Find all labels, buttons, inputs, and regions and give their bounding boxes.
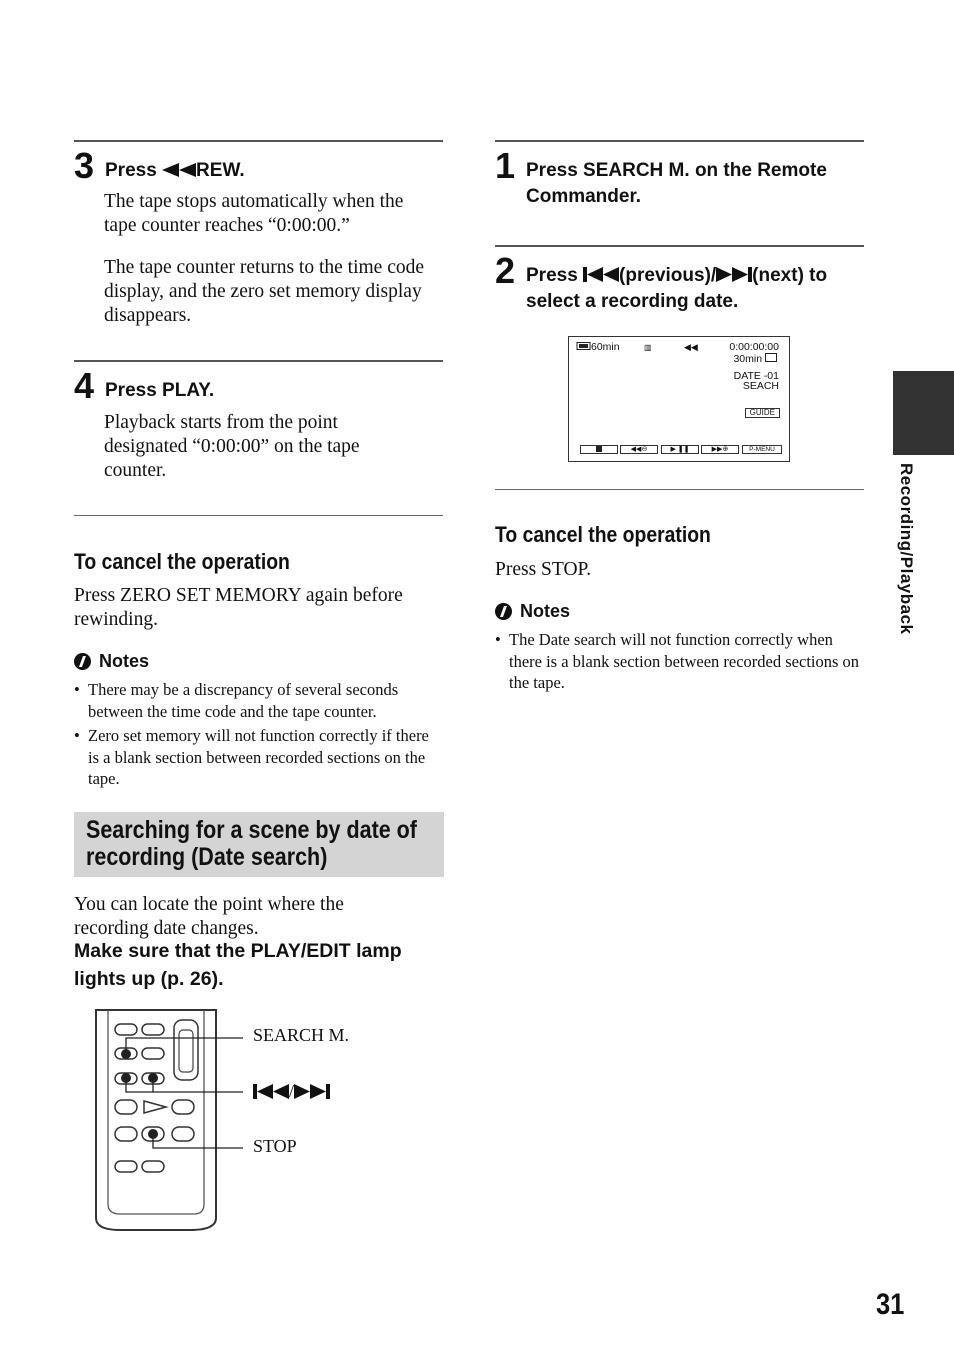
section-intro: You can locate the point where the recording date changes. <box>74 894 344 939</box>
step-paragraph: Playback starts from the point designated “0:00:00” on the tape counter. <box>104 412 360 481</box>
step-number: 1 <box>495 145 516 186</box>
prev-next-separator: / <box>289 1081 295 1101</box>
step-title <box>105 158 245 184</box>
page-number: 31 <box>876 1288 905 1321</box>
notes-heading-label: Notes <box>520 601 571 621</box>
next-icon <box>716 267 752 282</box>
subheading: To cancel the operation <box>495 522 711 547</box>
search-m-label: SEARCH M. <box>253 1025 350 1045</box>
notes-list <box>495 629 863 697</box>
divider <box>74 140 443 142</box>
cancel-text: Press STOP. <box>495 559 592 580</box>
step-number: 2 <box>495 250 516 291</box>
section-title: Searching for a scene by date of recording (Date search) <box>86 816 417 871</box>
battery-icon <box>576 342 591 350</box>
battery-remaining: 60min <box>591 341 620 353</box>
rewind-icon <box>162 163 196 177</box>
rewind-icon: ◀◀ <box>684 342 698 352</box>
notes-heading <box>495 600 570 622</box>
tape-remaining <box>733 353 777 365</box>
step-title-suffix: (next) to select a recording date. <box>526 265 828 312</box>
side-tab-text: Recording/Playback <box>897 463 916 635</box>
divider <box>74 360 443 362</box>
step-title: Press SEARCH M. on the Remote Commander. <box>526 160 827 207</box>
note-item: • There may be a discrepancy of several seconds between the time code and the tape counter. <box>74 679 439 722</box>
note-item: • The Date search will not function correctly when there is a blank section between recorded sections on the tape. <box>495 629 863 694</box>
tape-icon: ▥ <box>644 343 652 352</box>
side-tab-label <box>896 463 924 643</box>
note-icon <box>74 653 91 670</box>
cancel-text: Press ZERO SET MEMORY again before rewinding. <box>74 585 403 630</box>
note-item: • Zero set memory will not function correctly if there is a blank section between recorded sections on the tape. <box>74 725 439 790</box>
subheading: To cancel the operation <box>74 549 290 574</box>
step-title-prefix: Press <box>526 265 584 286</box>
step-title <box>526 263 871 315</box>
step-number: 4 <box>74 365 95 406</box>
step-title: Press PLAY. <box>105 380 215 401</box>
note-icon <box>495 603 512 620</box>
notes-heading-label: Notes <box>99 651 150 671</box>
notes-heading <box>74 650 149 672</box>
play-pause-button[interactable]: ▶ ❚❚ <box>661 445 699 454</box>
fast-forward-button[interactable]: ▶▶⊕ <box>701 445 739 454</box>
stop-label: STOP <box>253 1136 297 1156</box>
date-search-index: DATE -01 <box>733 370 779 382</box>
step-title-mid: (previous)/ <box>619 265 717 286</box>
side-tab-marker <box>893 371 954 455</box>
step-number: 3 <box>74 145 95 186</box>
section-instruction: Make sure that the PLAY/EDIT lamp lights up (p. 26). <box>74 940 402 990</box>
step-paragraph: The tape stops automatically when the tape counter reaches “0:00:00.” <box>104 191 404 236</box>
divider <box>495 489 864 490</box>
notes-list <box>74 679 439 793</box>
prev-next-label <box>253 1081 330 1101</box>
time-counter: 0:00:00:00 <box>729 341 779 353</box>
divider <box>495 140 864 142</box>
guide-button[interactable]: GUIDE <box>745 408 780 418</box>
lcd-screen <box>568 336 790 462</box>
divider <box>495 245 864 247</box>
step-title-suffix: REW. <box>196 160 245 181</box>
next-icon <box>294 1084 330 1099</box>
rewind-button[interactable]: ◀◀⊖ <box>620 445 658 454</box>
stop-button[interactable] <box>580 445 618 454</box>
divider <box>74 515 443 516</box>
p-menu-button[interactable]: P-MENU <box>742 445 782 454</box>
cassette-icon <box>765 353 777 362</box>
step-title-prefix: Press <box>105 160 163 181</box>
step-paragraph: The tape counter returns to the time code display, and the zero set memory display disappears. <box>104 257 424 326</box>
tape-remaining-value: 30min <box>733 353 763 365</box>
previous-icon <box>253 1084 289 1099</box>
battery-indicator <box>576 342 620 353</box>
search-mode-label: SEACH <box>742 380 779 392</box>
previous-icon <box>583 267 619 282</box>
